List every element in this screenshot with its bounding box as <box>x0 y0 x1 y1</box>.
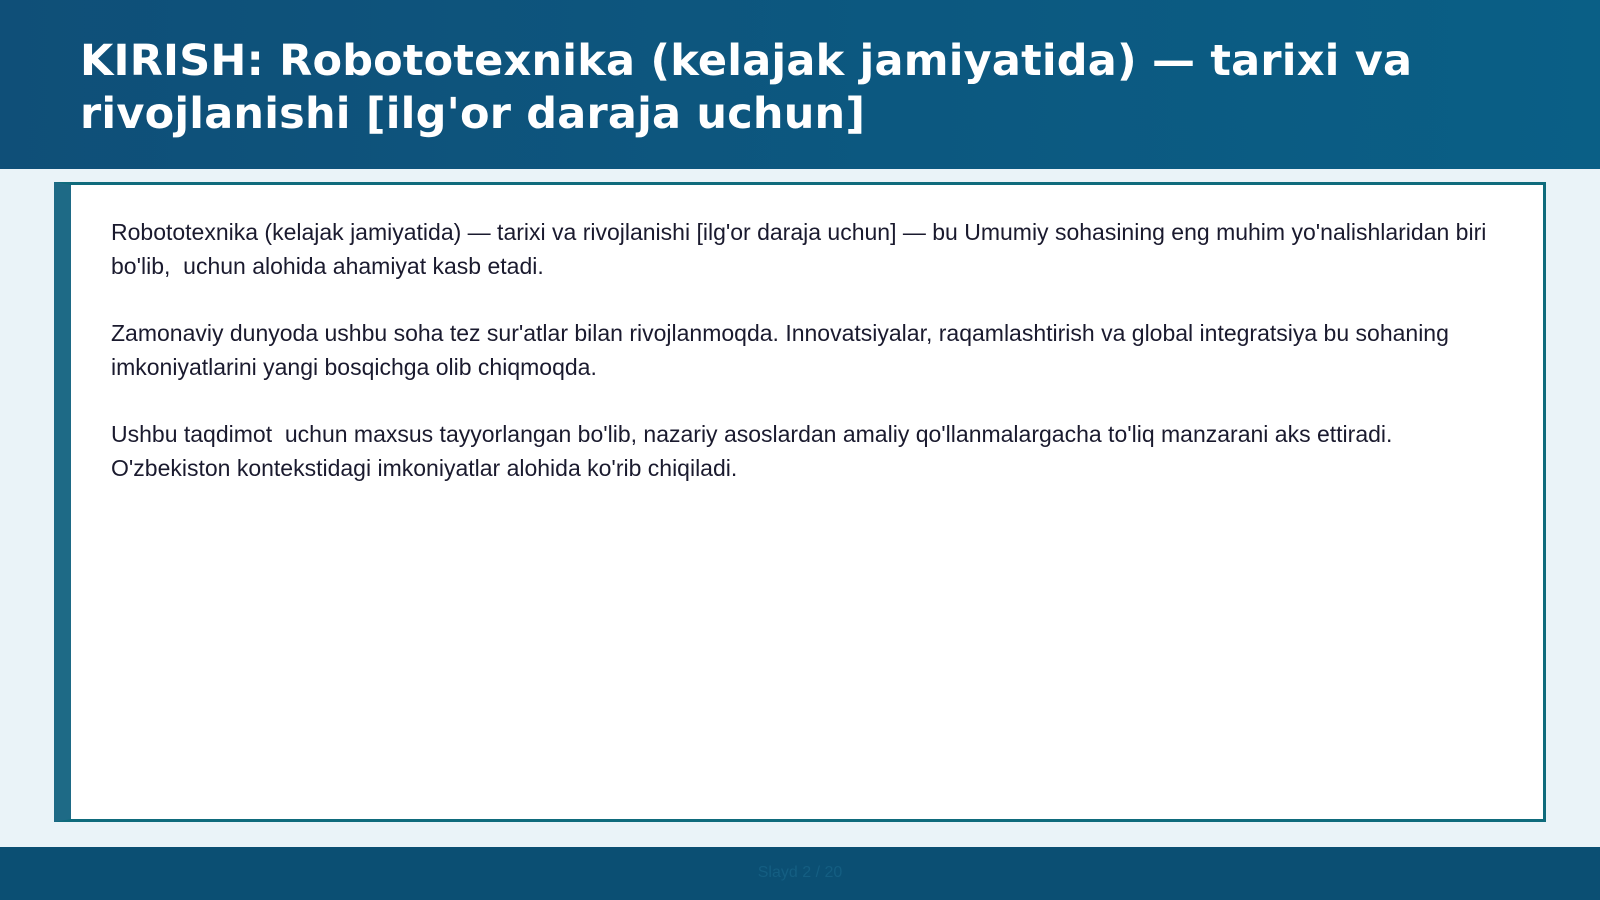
paragraph-list <box>111 215 1511 518</box>
slide-footer <box>0 847 1600 900</box>
slide-header <box>0 0 1600 169</box>
slide-title: KIRISH: Robototexnika (kelajak jamiyatida) — tarixi va rivojlanishi [ilg'or daraja uchun] <box>80 36 1413 139</box>
content-panel <box>54 182 1546 822</box>
slide-number: Slayd 2 / 20 <box>757 864 843 881</box>
paragraph-presentation-scope: Ushbu taqdimot uchun maxsus tayyorlangan bo'lib, nazariy asoslardan amaliy qo'llanmalargacha to'liq manzarani aks ettiradi. O'zbekiston kontekstidagi imkoniyatlar alohida ko'rib chiqiladi. <box>111 421 1399 481</box>
paragraph-modern-world: Zamonaviy dunyoda ushbu soha tez sur'atlar bilan rivojlanmoqda. Innovatsiyalar, raqamlashtirish va global integratsiya bu sohaning imkoniyatlarini yangi bosqichga olib chiqmoqda. <box>111 320 1456 380</box>
paragraph-intro: Robototexnika (kelajak jamiyatida) — tarixi va rivojlanishi [ilg'or daraja uchun] — bu Umumiy sohasining eng muhim yo'nalishlaridan biri bo'lib, uchun alohida ahamiyat kasb etadi. <box>111 219 1493 279</box>
